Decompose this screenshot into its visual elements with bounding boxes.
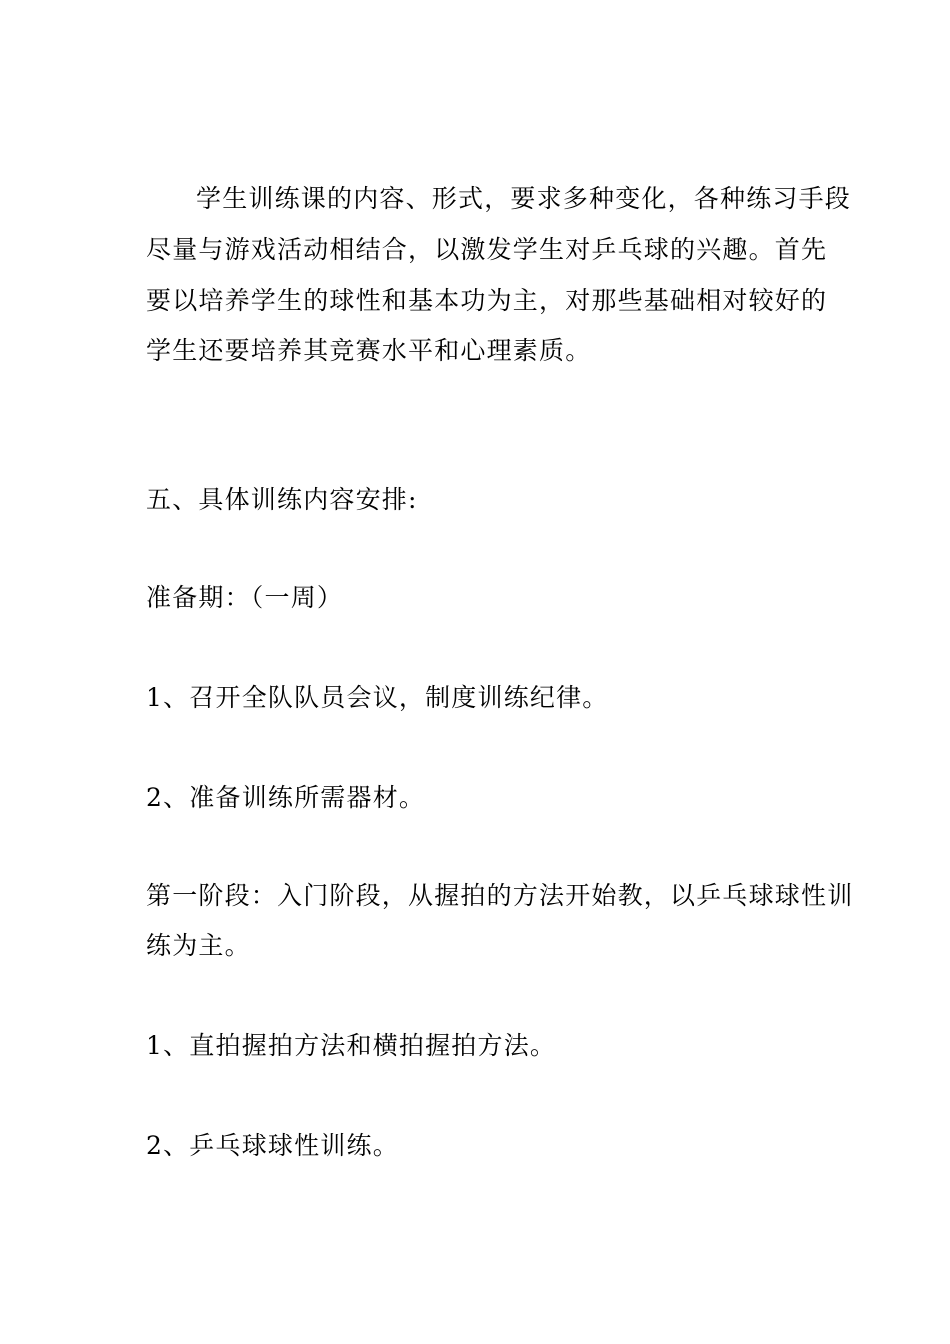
list-item: 1、召开全队队员会议，制度训练纪律。	[146, 683, 609, 712]
stage-heading-line: 第一阶段：入门阶段，从握拍的方法开始教，以乒乓球球性训	[146, 881, 854, 910]
stage-heading-line: 练为主。	[146, 931, 251, 960]
paragraph-line: 尽量与游戏活动相结合，以激发学生对乒乓球的兴趣。首先	[146, 235, 828, 264]
prep-period-heading: 准备期：（一周）	[146, 583, 344, 612]
paragraph-line: 要以培养学生的球性和基本功为主，对那些基础相对较好的	[146, 286, 828, 315]
paragraph-line: 学生还要培养其竞赛水平和心理素质。	[146, 336, 592, 365]
paragraph-line: 学生训练课的内容、形式，要求多种变化，各种练习手段	[196, 184, 852, 213]
section-heading: 五、具体训练内容安排:	[146, 485, 418, 514]
list-item: 2、准备训练所需器材。	[146, 783, 426, 812]
list-item: 2、乒乓球球性训练。	[146, 1131, 399, 1160]
list-item: 1、直拍握拍方法和横拍握拍方法。	[146, 1031, 557, 1060]
